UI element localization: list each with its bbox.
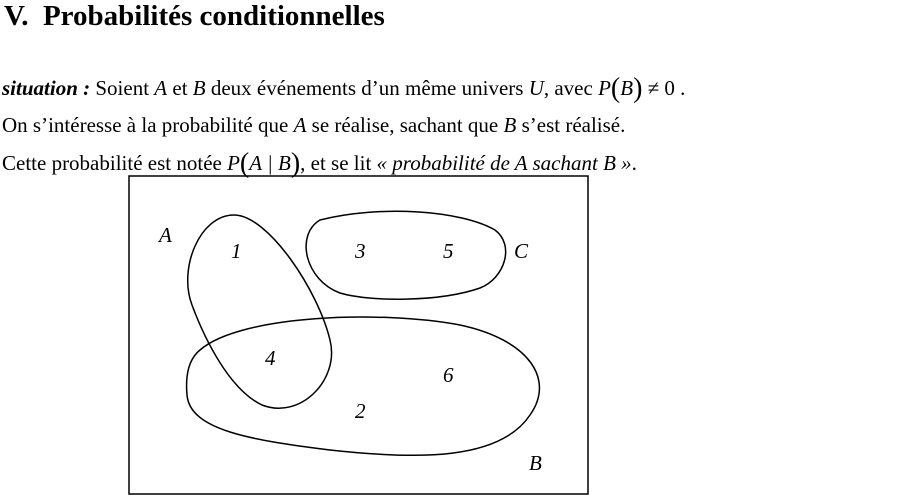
text: .	[631, 151, 637, 175]
situation-label: situation :	[2, 76, 91, 100]
outcome-label: 6	[443, 363, 454, 387]
var-a: A	[293, 113, 307, 137]
text: s’est réalisé.	[521, 113, 626, 137]
paren-close: )	[633, 73, 643, 104]
paren-close: )	[290, 148, 301, 179]
var-b: B	[192, 76, 206, 100]
text: Cette probabilité est notée	[2, 151, 222, 175]
text: , et se lit	[300, 151, 372, 175]
text: et	[172, 76, 188, 100]
outcome-label: 2	[355, 399, 366, 423]
section-number: V.	[4, 0, 29, 32]
prob-p: P	[227, 151, 240, 175]
outcome-label: 5	[443, 239, 454, 263]
set-a-outline	[188, 215, 332, 408]
outcome-label: 1	[231, 239, 242, 263]
var-a: A	[154, 76, 168, 100]
paren-open: (	[610, 73, 621, 104]
set-b-outline	[187, 317, 540, 455]
set-c-label: C	[514, 239, 529, 263]
text: deux événements d’un même univers	[210, 76, 524, 100]
outcome-label: 3	[355, 239, 366, 263]
text: On s’intéresse à la probabilité que	[2, 113, 289, 137]
var-b: B	[503, 113, 517, 137]
text: Soient	[95, 76, 150, 100]
set-b-label: B	[529, 451, 542, 475]
outcome-label: 4	[265, 346, 276, 370]
var-b: B	[620, 76, 634, 100]
var-u: U	[528, 76, 544, 100]
prob-p: P	[598, 76, 611, 100]
text: ≠ 0 .	[647, 76, 686, 100]
paren-open: (	[239, 148, 250, 179]
section-title: Probabilités conditionnelles	[42, 0, 385, 32]
text: se réalise, sachant que	[311, 113, 499, 137]
universe-frame	[129, 176, 588, 494]
conditional-expression: A | B	[249, 151, 291, 175]
text: , avec	[543, 76, 593, 100]
set-c-outline	[306, 211, 506, 299]
reading-phrase: « probabilité de A sachant B »	[376, 151, 632, 175]
set-a-label: A	[159, 223, 172, 247]
